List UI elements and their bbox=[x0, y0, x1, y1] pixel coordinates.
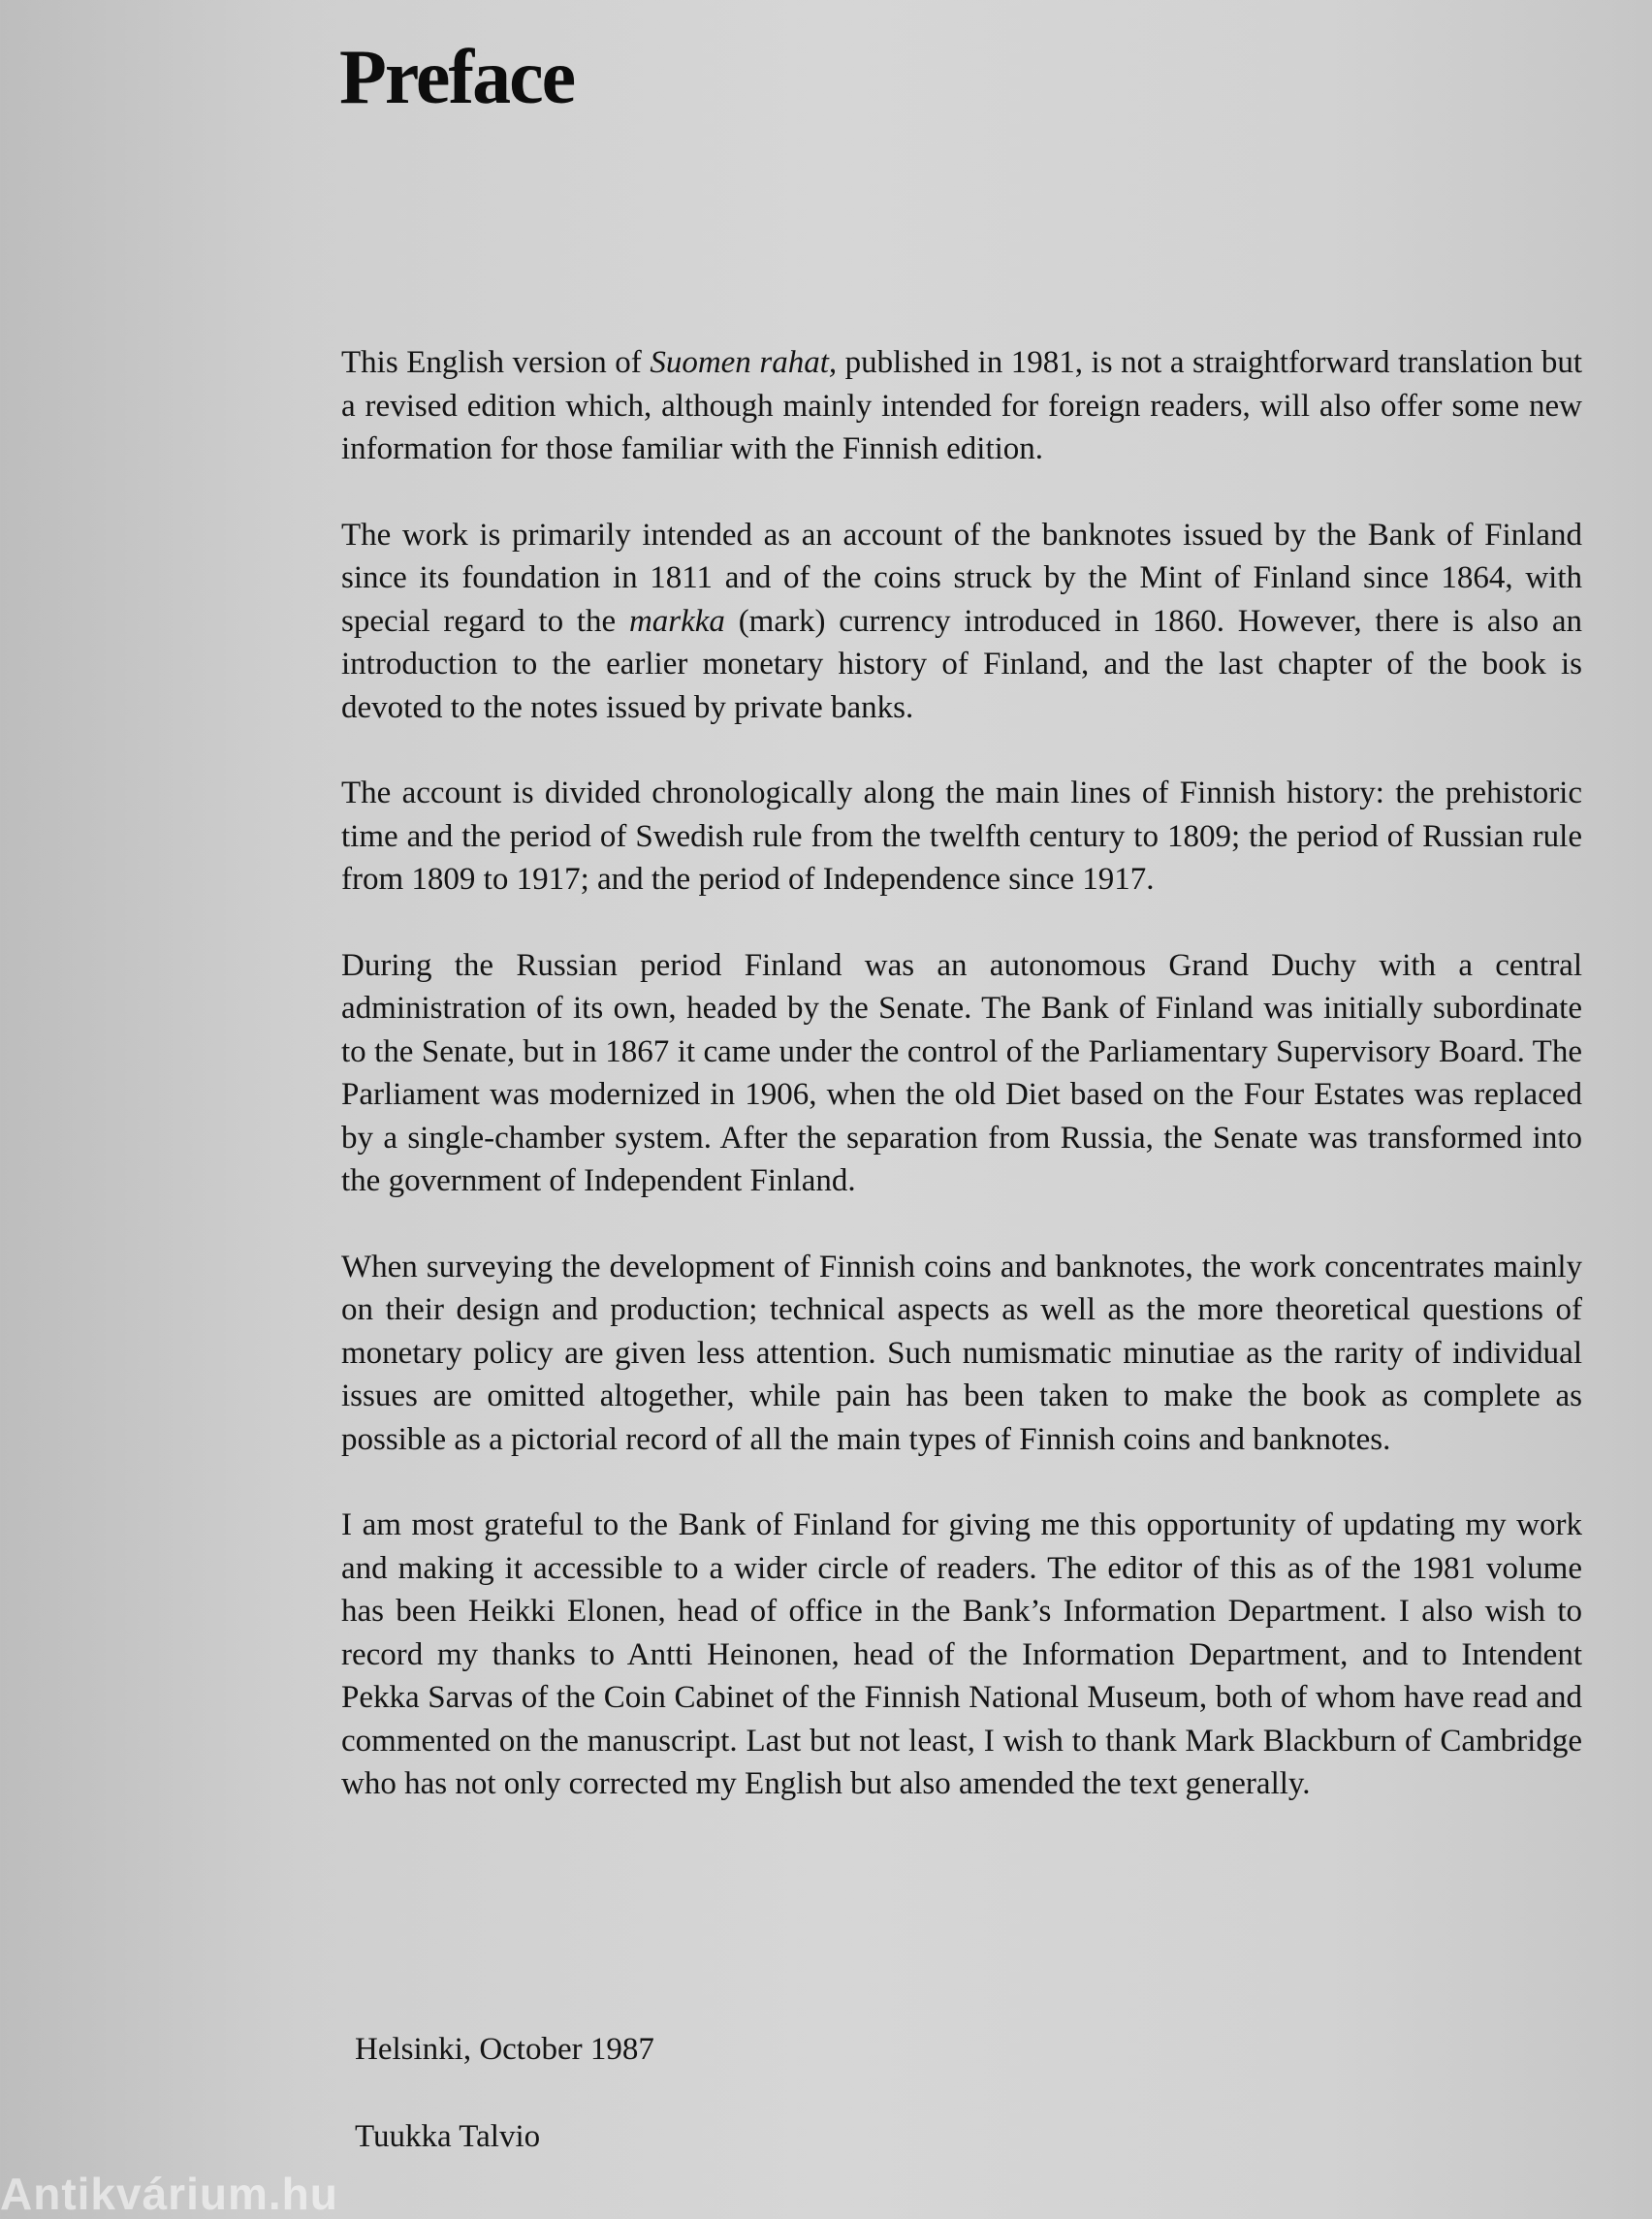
paragraph-5 bbox=[341, 1246, 1582, 1462]
paragraph-2 bbox=[341, 514, 1582, 730]
preface-body bbox=[341, 341, 1582, 1849]
paragraph-4 bbox=[341, 944, 1582, 1203]
paragraph-text: I am most grateful to the Bank of Finland for giving me this opportunity of updating my work and making it accessible to a wider circle of readers. The editor of this as of the 1981 volume has been Heikki Elonen, head of office in the Bank’s Information Department. I also wish to record my thanks to Antti Heinonen, head of the Information Department, and to Intendent Pekka Sarvas of the Coin Cabinet of the Finnish National Museum, both of whom have read and commented on the manuscript. Last but not least, I wish to thank Mark Blackburn of Cambridge who has not only corrected my English but also amended the text generally. bbox=[341, 1507, 1582, 1801]
term-italic: markka bbox=[628, 603, 725, 639]
author-signature: Tuukka Talvio bbox=[355, 2119, 541, 2154]
paragraph-3 bbox=[341, 772, 1582, 902]
paragraph-text: published in 1981, is not a straightforward translation but a revised edition which, although mainly intended for foreign readers, will also offer some new information for those familiar with the Finnish edition. bbox=[341, 345, 1582, 466]
paragraph-6 bbox=[341, 1504, 1582, 1806]
paragraph-text: This English version of bbox=[341, 345, 651, 380]
place-date: Helsinki, October 1987 bbox=[355, 2032, 654, 2067]
paragraph-text: During the Russian period Finland was an autonomous Grand Duchy with a central administration of its own, headed by the Senate. The Bank of Finland was initially subordinate to the Senate, but in 1867 it came under the control of the Parliamentary Supervisory Board. The Parliament was modernized in 1906, when the old Diet based on the Four Estates was replaced by a single-chamber system. After the separation from Russia, the Senate was transformed into the government of Independent Finland. bbox=[341, 947, 1582, 1198]
paragraph-text: The account is divided chronologically along the main lines of Finnish history: the prehistoric time and the period of Swedish rule from the twelfth century to 1809; the period of Russian rule from 1809 to 1917; and the period of Independence since 1917. bbox=[341, 776, 1582, 897]
paragraph-text: (mark) currency introduced in 1860. However, there is also an introduction to the earlier monetary history of Finland, and the last chapter of the book is devoted to the notes issued by private banks. bbox=[341, 603, 1582, 725]
paragraph-text: The work is primarily intended as an account of the banknotes issued by the Bank of Finland since its foundation in 1811 and of the coins struck by the Mint of Finland since 1864, with special regard to the bbox=[341, 517, 1582, 639]
book-title-italic: Suomen rahat, bbox=[650, 345, 838, 380]
paragraph-text: When surveying the development of Finnish coins and banknotes, the work concentrates mainly on their design and production; technical aspects as well as the more theoretical questions of monetary policy are given less attention. Such numismatic minutiae as the rarity of individual issues are omitted altogether, while pain has been taken to make the book as complete as possible as a pictorial record of all the main types of Finnish coins and banknotes. bbox=[341, 1249, 1582, 1457]
page-title: Preface bbox=[339, 35, 575, 120]
paragraph-1 bbox=[341, 341, 1582, 471]
watermark-text: Antikvárium.hu bbox=[0, 2169, 338, 2219]
